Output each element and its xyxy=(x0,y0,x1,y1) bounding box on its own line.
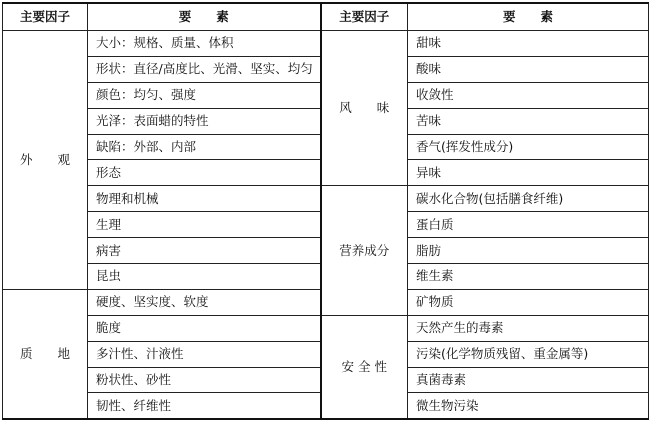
element-cell: 光泽：表面蜡的特性 xyxy=(88,108,321,134)
element-cell: 收敛性 xyxy=(408,82,649,108)
element-cell: 脂肪 xyxy=(408,238,649,264)
element-cell: 甜味 xyxy=(408,31,649,57)
element-cell: 形状：直径/高度比、光滑、坚实、均匀 xyxy=(88,56,321,82)
element-cell: 粉状性、砂性 xyxy=(88,367,321,393)
header-element-right: 要 素 xyxy=(408,3,649,31)
element-cell: 苦味 xyxy=(408,108,649,134)
element-cell: 物理和机械 xyxy=(88,186,321,212)
element-cell: 生理 xyxy=(88,212,321,238)
table-row xyxy=(3,186,649,212)
element-cell: 脆度 xyxy=(88,315,321,341)
element-cell: 微生物污染 xyxy=(408,393,649,419)
element-cell: 碳水化合物(包括膳食纤维) xyxy=(408,186,649,212)
header-row xyxy=(3,3,649,31)
element-cell: 缺陷：外部、内部 xyxy=(88,134,321,160)
element-cell: 维生素 xyxy=(408,264,649,290)
element-cell: 颜色：均匀、强度 xyxy=(88,82,321,108)
element-cell: 真菌毒素 xyxy=(408,367,649,393)
element-cell: 蛋白质 xyxy=(408,212,649,238)
element-cell: 韧性、纤维性 xyxy=(88,393,321,419)
table-row xyxy=(3,315,649,341)
quality-factors-table xyxy=(2,2,649,420)
factor-nutrition: 营养成分 xyxy=(321,186,408,315)
header-factor-right: 主要因子 xyxy=(321,3,408,31)
element-cell: 香气(挥发性成分) xyxy=(408,134,649,160)
element-cell: 异味 xyxy=(408,160,649,186)
table-row xyxy=(3,31,649,57)
factor-flavor: 风 味 xyxy=(321,31,408,186)
element-cell: 多汁性、汁液性 xyxy=(88,341,321,367)
header-element-left: 要 素 xyxy=(88,3,321,31)
element-cell: 硬度、坚实度、软度 xyxy=(88,289,321,315)
element-cell: 病害 xyxy=(88,238,321,264)
header-factor-left: 主要因子 xyxy=(3,3,88,31)
element-cell: 大小：规格、质量、体积 xyxy=(88,31,321,57)
element-cell: 矿物质 xyxy=(408,289,649,315)
element-cell: 天然产生的毒素 xyxy=(408,315,649,341)
factor-texture: 质 地 xyxy=(3,289,88,419)
element-cell: 污染(化学物质残留、重金属等) xyxy=(408,341,649,367)
element-cell: 酸味 xyxy=(408,56,649,82)
factor-appearance: 外 观 xyxy=(3,31,88,290)
element-cell: 昆虫 xyxy=(88,264,321,290)
element-cell: 形态 xyxy=(88,160,321,186)
factor-safety: 安 全 性 xyxy=(321,315,408,419)
